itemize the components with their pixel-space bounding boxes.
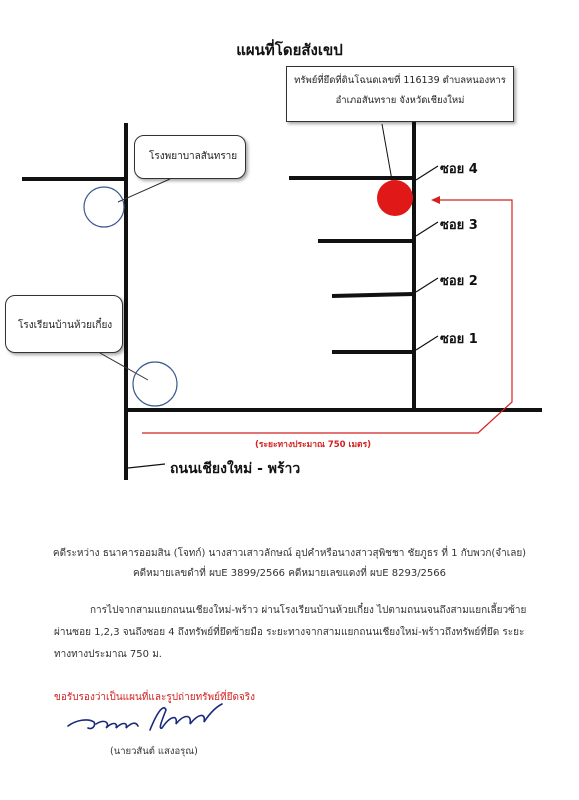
soi-4-pointer bbox=[416, 166, 438, 180]
school-note: โรงเรียนบ้านห้วยเกี๋ยง bbox=[5, 295, 123, 353]
directions-text: การไปจากสามแยกถนนเชียงใหม่-พร้าว ผ่านโรงเรียนบ้านห้วยเกี๋ยง ไปตามถนนจนถึงสามแยกเลี้ยวซ้าย ผ่านซอย 1,2,3 จนถึงซอย 4 ถึงทรัพย์ที่ยึดซ้ายมือ ระยะทางจากสามแยกถนนเชียงใหม่-พร้าวถึงทรัพย์ที่ยึด ระยะทางทางประมาณ 750 ม. bbox=[54, 605, 527, 660]
property-note-line2: อำเภอสันทราย จังหวัดเชียงใหม่ bbox=[335, 95, 465, 106]
map-title: แผนที่โดยสังเขป bbox=[236, 41, 343, 59]
signer-name: (นายวสันต์ แสงอรุณ) bbox=[110, 746, 198, 757]
hospital-note: โรงพยาบาลสันทราย bbox=[134, 135, 246, 179]
signature bbox=[66, 700, 226, 742]
certification-text: ขอรับรองว่าเป็นแผนที่และรูปถ่ายทรัพย์ที่ยึดจริง bbox=[54, 692, 256, 703]
case-numbers: คดีหมายเลขดำที่ ผบE 3899/2566 คดีหมายเลขแดงที่ ผบE 8293/2566 bbox=[132, 568, 447, 579]
directions-paragraph bbox=[54, 600, 534, 666]
soi-1-label: ซอย 1 bbox=[440, 332, 478, 347]
property-note bbox=[286, 66, 514, 122]
soi-4-label: ซอย 4 bbox=[440, 162, 478, 177]
distance-label: (ระยะทางประมาณ 750 เมตร) bbox=[255, 440, 372, 450]
soi-2-pointer bbox=[416, 278, 438, 292]
school-circle bbox=[133, 362, 177, 406]
soi-2-label: ซอย 2 bbox=[440, 274, 478, 289]
property-note-line1: ทรัพย์ที่ยึดที่ดินโฉนดเลขที่ 116139 ตำบลหนองหาร bbox=[294, 75, 506, 86]
route-arrowhead bbox=[431, 196, 440, 204]
soi-1-pointer bbox=[416, 336, 438, 350]
soi-3-label: ซอย 3 bbox=[440, 218, 478, 233]
soi-2-road bbox=[332, 294, 414, 296]
property-marker bbox=[377, 180, 413, 216]
hospital-circle bbox=[84, 187, 124, 227]
case-parties: คดีระหว่าง ธนาคารออมสิน (โจทก์) นางสาวเสาวลักษณ์ อุปคำหรือนางสาวสุพิชชา ชัยภูธร ที่ 1 กับพวก(จำเลย) bbox=[52, 548, 527, 559]
road-label-pointer bbox=[128, 464, 165, 468]
soi-3-pointer bbox=[416, 222, 438, 236]
road-label: ถนนเชียงใหม่ - พร้าว bbox=[170, 461, 301, 477]
